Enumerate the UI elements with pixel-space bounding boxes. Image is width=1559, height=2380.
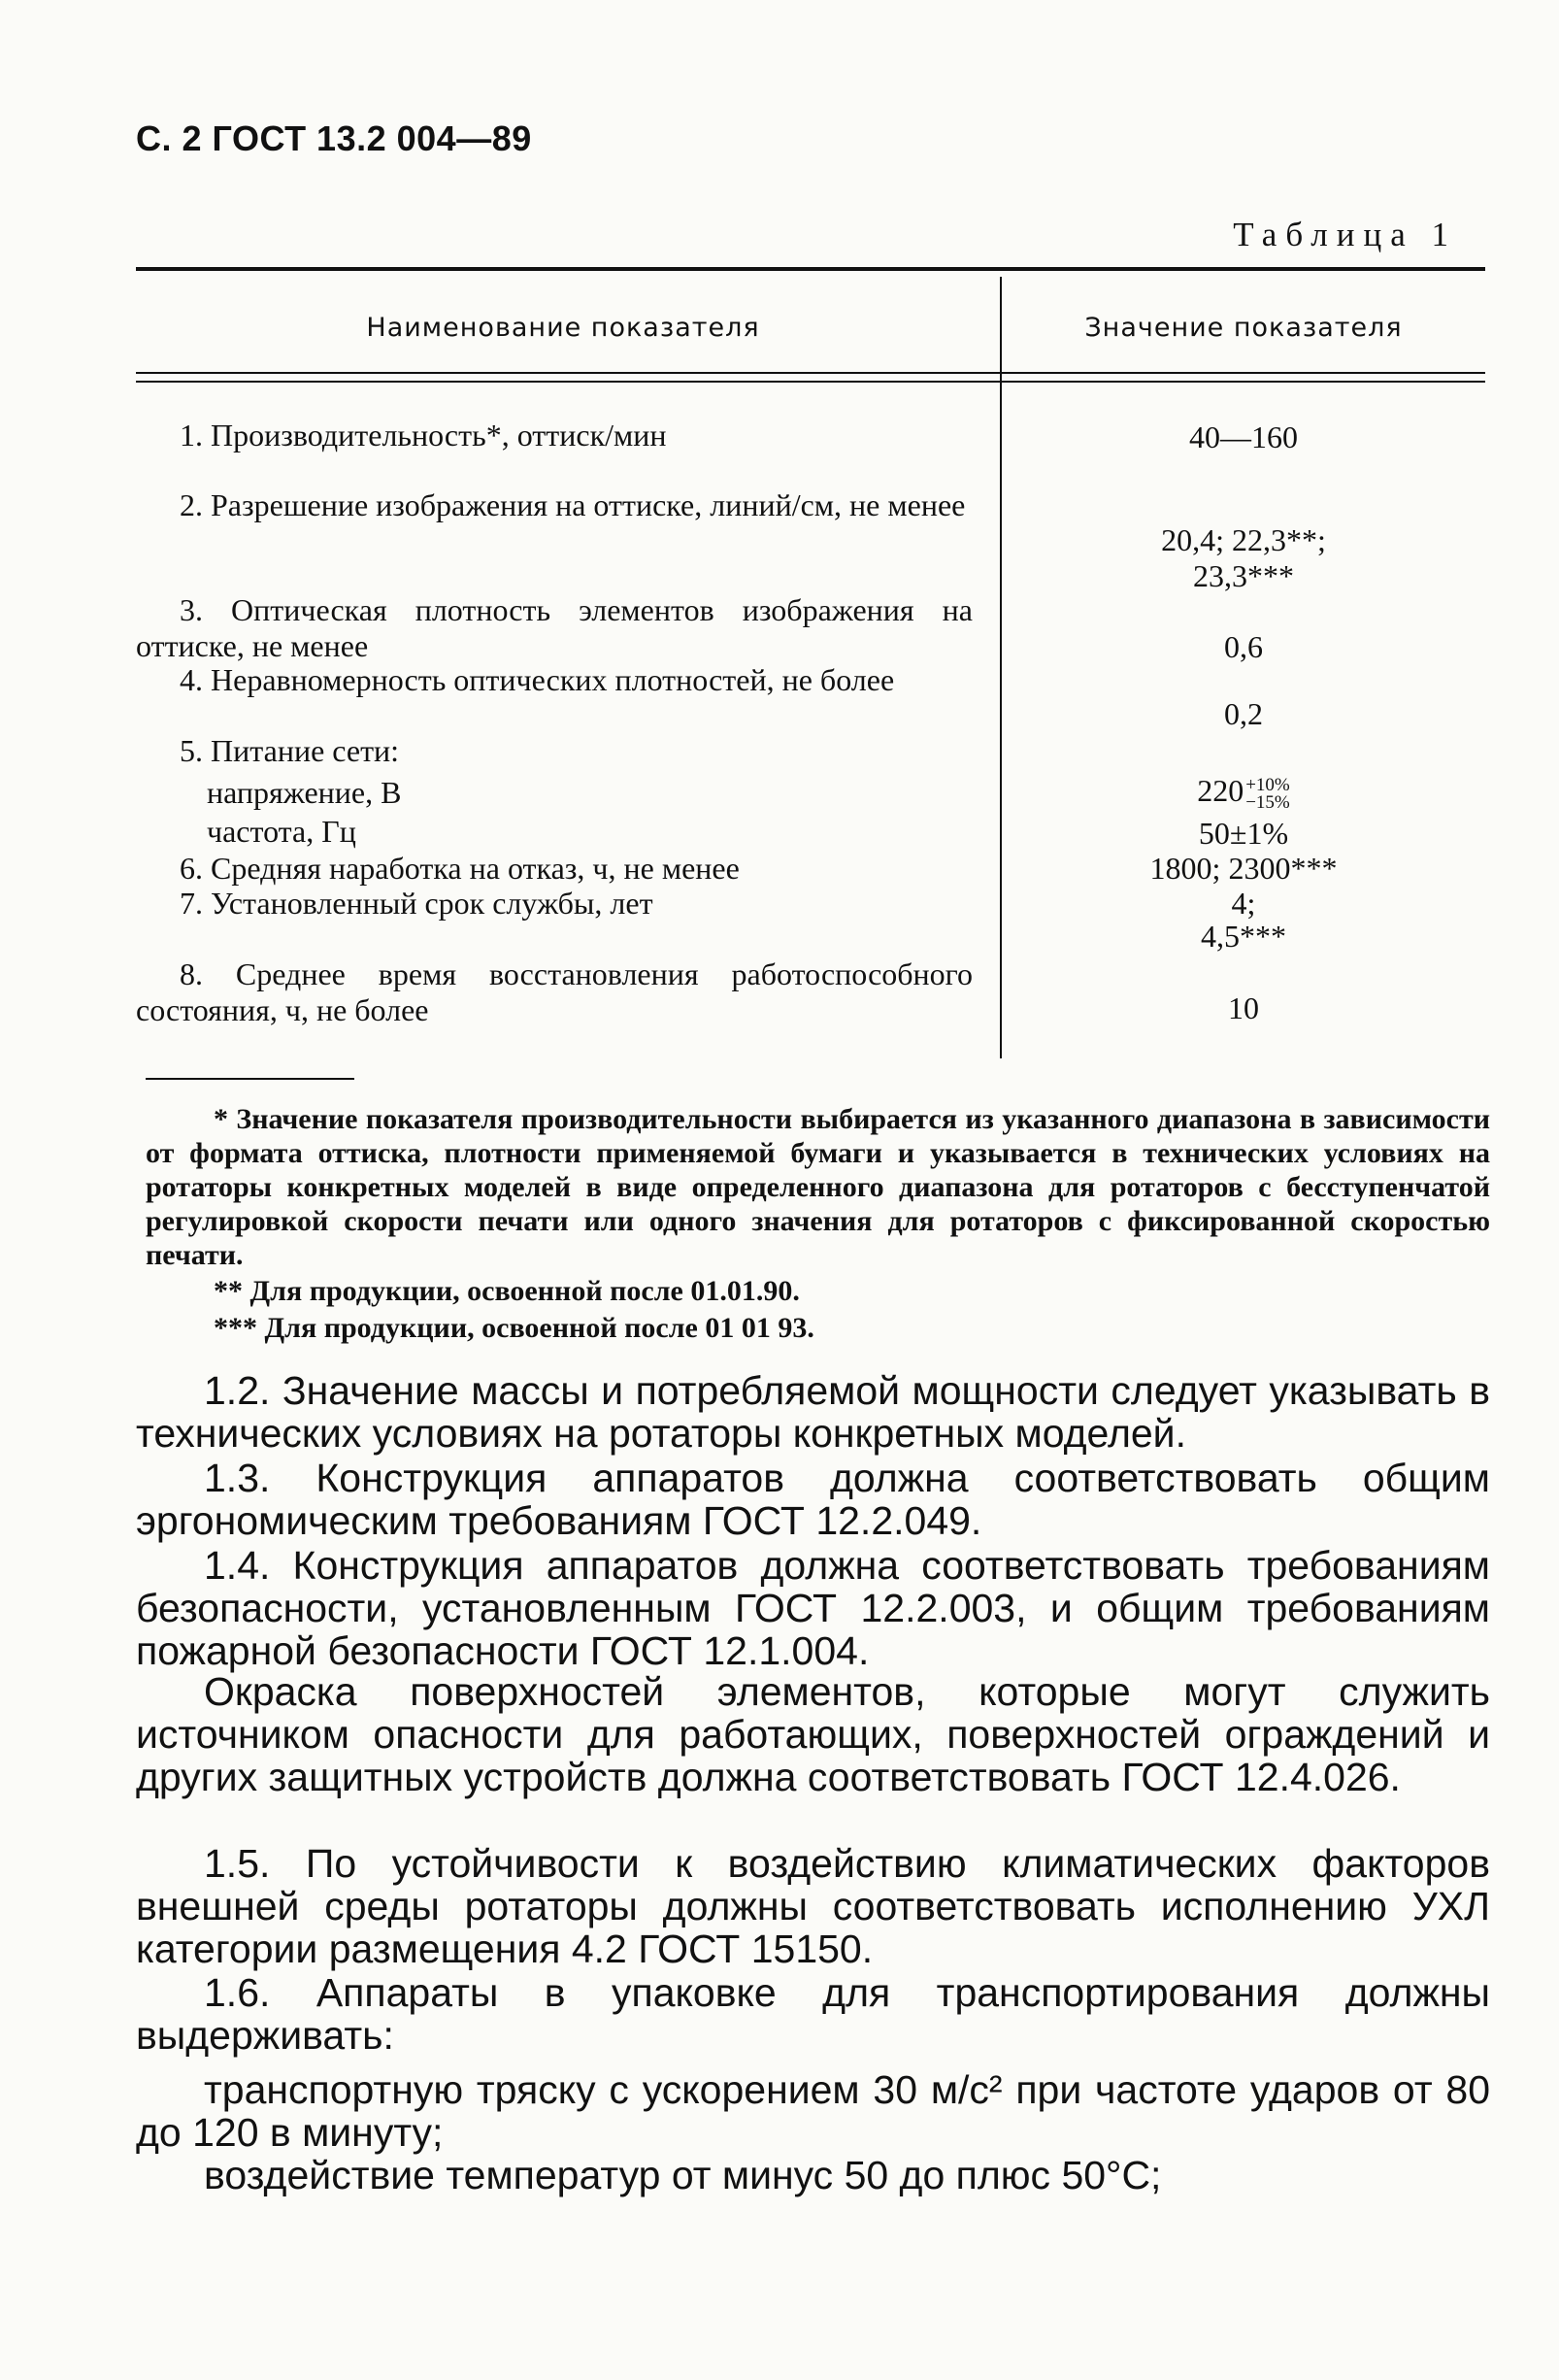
table-header-rule-double — [136, 381, 1485, 383]
table-row-name: напряжение, В — [207, 775, 402, 810]
table-row-name: 2. Разрешение изображения на оттиске, линий/см, не менее — [180, 487, 966, 522]
table-row-value: 1800; 2300*** — [1149, 851, 1338, 886]
footnote: * Значение показателя производительности выбирается из указанного диапазона в зависимости от формата оттиска, плотности применяемой бумаги и указывается в технических условиях на ротаторы конкретных моделей в виде определенного диапазона для ротаторов с бесступенчатой регулировкой скорости печати или одного значения для ротаторов с фиксированной скоростью печати. — [146, 1103, 1490, 1271]
table-top-rule — [136, 267, 1485, 271]
table-row-value: 10 — [1228, 990, 1259, 1025]
table-row-name: 3. Оптическая плотность элементов изображения на оттиске, не менее — [136, 592, 973, 663]
table-row-value: 23,3*** — [1193, 558, 1294, 593]
paragraph-1-6: 1.6. Аппараты в упаковке для транспортирования должны выдерживать: — [136, 1970, 1490, 2058]
table-row-value: 20,4; 22,3**; — [1161, 522, 1326, 557]
table-row-value: 50±1% — [1198, 816, 1289, 851]
paragraph-1-4: 1.4. Конструкция аппаратов должна соответствовать требованиям безопасности, установленным ГОСТ 12.2.003, и общим требованиям пожарной безопасности ГОСТ 12.1.004. — [136, 1543, 1490, 1673]
table-row-value — [1002, 773, 1485, 812]
paragraph-shaking: транспортную тряску с ускорением 30 м/с² при частоте ударов от 80 до 120 в минуту; — [136, 2067, 1490, 2155]
footnote-rule — [146, 1078, 354, 1080]
table-row-value: 0,2 — [1224, 696, 1263, 731]
column-header-value: Значение показателя — [1084, 313, 1403, 343]
footnote: *** Для продукции, освоенной после 01 01 93. — [214, 1312, 814, 1344]
table-row-name: частота, Гц — [207, 814, 356, 849]
paragraph-1-2: 1.2. Значение массы и потребляемой мощности следует указывать в технических условиях на ротаторы конкретных моделей. — [136, 1368, 1490, 1456]
voltage-tolerance — [1245, 774, 1290, 813]
paragraph-temperature: воздействие температур от минус 50 до плюс 50°С; — [204, 2153, 1162, 2197]
table-row-name: 1. Производительность*, оттиск/мин — [180, 418, 667, 453]
voltage-lower: −15% — [1245, 791, 1290, 813]
table-row-name: 8. Среднее время восстановления работоспособного состояния, ч, не более — [136, 956, 973, 1027]
table-row-name: 7. Установленный срок службы, лет — [180, 886, 653, 921]
table-row-name: 5. Питание сети: — [180, 733, 400, 768]
table-header-rule — [136, 372, 1485, 374]
table-row-value: 4; — [1231, 886, 1256, 921]
table-row-name: 6. Средняя наработка на отказ, ч, не менее — [180, 851, 740, 886]
table-row-name: 4. Неравномерность оптических плотностей, не более — [180, 662, 895, 697]
table-caption: Таблица 1 — [1233, 216, 1457, 253]
page-header: С. 2 ГОСТ 13.2 004—89 — [136, 118, 532, 158]
table-row-value: 0,6 — [1224, 629, 1263, 664]
paragraph-1-3: 1.3. Конструкция аппаратов должна соответствовать общим эргономическим требованиям ГОСТ 12.2.049. — [136, 1456, 1490, 1543]
table-row-value: 40—160 — [1189, 419, 1298, 454]
paragraph-1-5: 1.5. По устойчивости к воздействию климатических факторов внешней среды ротаторы должны соответствовать исполнению УХЛ категории размещения 4.2 ГОСТ 15150. — [136, 1841, 1490, 1971]
paragraph-painting: Окраска поверхностей элементов, которые могут служить источником опасности для работающих, поверхностей ограждений и других защитных устройств должна соответствовать ГОСТ 12.4.026. — [136, 1669, 1490, 1799]
column-header-name: Наименование показателя — [366, 313, 760, 343]
footnote: ** Для продукции, освоенной после 01.01.90. — [214, 1275, 800, 1307]
table-row-value: 4,5*** — [1201, 919, 1286, 954]
voltage-base: 220 — [1197, 773, 1244, 808]
voltage-upper: +10% — [1245, 774, 1290, 795]
